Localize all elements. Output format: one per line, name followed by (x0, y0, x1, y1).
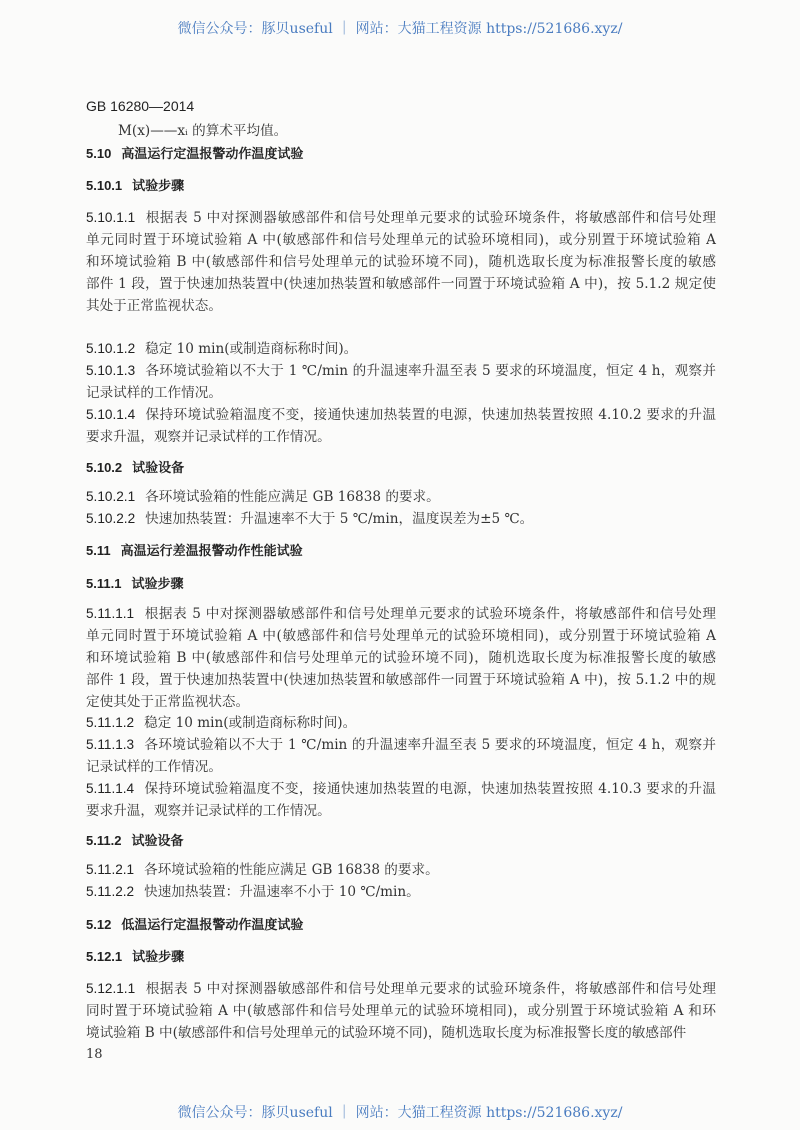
paragraph-line (86, 714, 716, 732)
clause-number: 5.11.2.1 (86, 862, 135, 877)
paragraph-line (86, 362, 716, 380)
clause-text: 根据表 5 中对探测器敏感部件和信号处理单元要求的试验环境条件，将敏感部件和信号处理 (145, 981, 716, 997)
clause-number: 5.11.2.2 (86, 884, 135, 899)
section-title: 低温运行定温报警动作温度试验 (121, 918, 304, 933)
clause-number: 5.10.1.3 (86, 363, 136, 378)
section-title: 高温运行定温报警动作温度试验 (121, 147, 304, 162)
clause-number: 5.10.1.4 (86, 407, 136, 422)
section-heading (86, 575, 716, 593)
clause-text: 保持环境试验箱温度不变，接通快速加热装置的电源，快速加热装置按照 4.10.3 要求的升温 (144, 781, 716, 797)
document-code: GB 16280—2014 (86, 98, 195, 114)
clause-number: 5.11.1.1 (86, 606, 135, 621)
paragraph-line (86, 488, 716, 506)
section-number: 5.10.1 (86, 178, 123, 193)
section-heading (86, 145, 716, 163)
clause-text: 记录试样的工作情况。 (86, 385, 222, 401)
clause-text: 快速加热装置：升温速率不大于 5 ℃/min，温度误差为±5 ℃。 (145, 511, 534, 527)
section-title: 高温运行差温报警动作性能试验 (120, 544, 303, 559)
paragraph-line (86, 275, 716, 293)
paragraph-line (86, 980, 716, 998)
section-title: 试验步骤 (132, 950, 185, 965)
paragraph-line (86, 627, 716, 645)
clause-text: 其处于正常监视状态。 (86, 298, 222, 314)
section-number: 5.11.2 (86, 833, 122, 848)
section-number: 5.12.1 (86, 949, 123, 964)
clause-text: 定使其处于正常监视状态。 (86, 694, 250, 710)
section-heading (86, 832, 716, 850)
section-heading (86, 948, 716, 966)
clause-number: 5.11.1.2 (86, 715, 135, 730)
clause-text: 部件 1 段，置于快速加热装置中(快速加热装置和敏感部件一同置于环境试验箱 A 中)，按 5.1.2 规定使 (86, 276, 716, 292)
section-title: 试验设备 (131, 834, 184, 849)
clause-number: 5.10.1.2 (86, 341, 136, 356)
clause-number: 5.10.2.1 (86, 489, 136, 504)
clause-text: 根据表 5 中对探测器敏感部件和信号处理单元要求的试验环境条件，将敏感部件和信号处理 (145, 210, 716, 226)
clause-text: 记录试样的工作情况。 (86, 759, 222, 775)
paragraph-line (86, 428, 716, 446)
section-title: 试验设备 (132, 461, 185, 476)
formula-note: M(x)——xᵢ 的算术平均值。 (118, 123, 288, 139)
section-heading (86, 177, 716, 195)
paragraph-line (86, 671, 716, 689)
clause-text: 单元同时置于环境试验箱 A 中(敏感部件和信号处理单元的试验环境相同)，或分别置于环境试验箱 A (86, 232, 716, 248)
section-number: 5.12 (86, 917, 112, 932)
clause-text: 同时置于环境试验箱 A 中(敏感部件和信号处理单元的试验环境相同)，或分别置于环境试验箱 A 和环 (86, 1003, 716, 1019)
clause-number: 5.11.1.4 (86, 781, 135, 796)
paragraph-line (86, 1024, 716, 1042)
paragraph-line (86, 510, 716, 528)
clause-text: 各环境试验箱的性能应满足 GB 16838 的要求。 (144, 862, 439, 878)
watermark-footer: 微信公众号：豚贝useful ｜ 网站：大猫工程资源 https://521686.xyz/ (177, 1105, 623, 1121)
paragraph-line (86, 861, 716, 879)
section-heading (86, 916, 716, 934)
section-title: 试验步骤 (132, 179, 185, 194)
paragraph-line (86, 253, 716, 271)
paragraph-line (86, 693, 716, 711)
clause-text: 单元同时置于环境试验箱 A 中(敏感部件和信号处理单元的试验环境相同)，或分别置于环境试验箱 A (86, 628, 716, 644)
section-title: 试验步骤 (131, 577, 184, 592)
section-heading (86, 459, 716, 477)
clause-text: 稳定 10 min(或制造商标称时间)。 (144, 715, 357, 731)
paragraph-line (86, 1002, 716, 1020)
section-number: 5.11 (86, 543, 111, 558)
clause-text: 保持环境试验箱温度不变，接通快速加热装置的电源，快速加热装置按照 4.10.2 要求的升温 (145, 407, 716, 423)
paragraph-line (86, 297, 716, 315)
paragraph-line (86, 406, 716, 424)
paragraph-line (86, 605, 716, 623)
paragraph-line (86, 231, 716, 249)
clause-number: 5.12.1.1 (86, 981, 136, 996)
section-number: 5.10.2 (86, 460, 123, 475)
paragraph-line (86, 209, 716, 227)
paragraph-line (86, 384, 716, 402)
paragraph-line (86, 883, 716, 901)
clause-text: 各环境试验箱以不大于 1 ℃/min 的升温速率升温至表 5 要求的环境温度，恒定 4 h，观察并 (145, 363, 716, 379)
clause-text: 要求升温，观察并记录试样的工作情况。 (86, 429, 331, 445)
clause-text: 快速加热装置：升温速率不小于 10 ℃/min。 (144, 884, 420, 900)
clause-number: 5.11.1.3 (86, 737, 135, 752)
paragraph-line (86, 802, 716, 820)
clause-text: 稳定 10 min(或制造商标称时间)。 (145, 341, 358, 357)
clause-text: 各环境试验箱的性能应满足 GB 16838 的要求。 (145, 489, 440, 505)
paragraph-line (86, 780, 716, 798)
page-number: 18 (86, 1047, 103, 1062)
section-number: 5.11.1 (86, 576, 122, 591)
paragraph-line (86, 736, 716, 754)
clause-text: 和环境试验箱 B 中(敏感部件和信号处理单元的试验环境不同)，随机选取长度为标准报警长度的敏感 (86, 254, 716, 270)
paragraph-line (86, 758, 716, 776)
clause-text: 根据表 5 中对探测器敏感部件和信号处理单元要求的试验环境条件，将敏感部件和信号处理 (144, 606, 716, 622)
clause-text: 要求升温，观察并记录试样的工作情况。 (86, 803, 331, 819)
clause-text: 各环境试验箱以不大于 1 ℃/min 的升温速率升温至表 5 要求的环境温度，恒定 4 h，观察并 (144, 737, 716, 753)
paragraph-line (86, 340, 716, 358)
clause-number: 5.10.1.1 (86, 210, 136, 225)
watermark-header: 微信公众号：豚贝useful ｜ 网站：大猫工程资源 https://521686.xyz/ (177, 21, 623, 37)
clause-text: 和环境试验箱 B 中(敏感部件和信号处理单元的试验环境不同)，随机选取长度为标准报警长度的敏感 (86, 650, 716, 666)
section-heading (86, 542, 716, 560)
clause-number: 5.10.2.2 (86, 511, 136, 526)
paragraph-line (86, 649, 716, 667)
clause-text: 境试验箱 B 中(敏感部件和信号处理单元的试验环境不同)，随机选取长度为标准报警长度的敏感部件 (86, 1025, 687, 1041)
clause-text: 部件 1 段，置于快速加热装置中(快速加热装置和敏感部件一同置于环境试验箱 A 中)，按 5.1.2 中的规 (86, 672, 716, 688)
section-number: 5.10 (86, 146, 112, 161)
